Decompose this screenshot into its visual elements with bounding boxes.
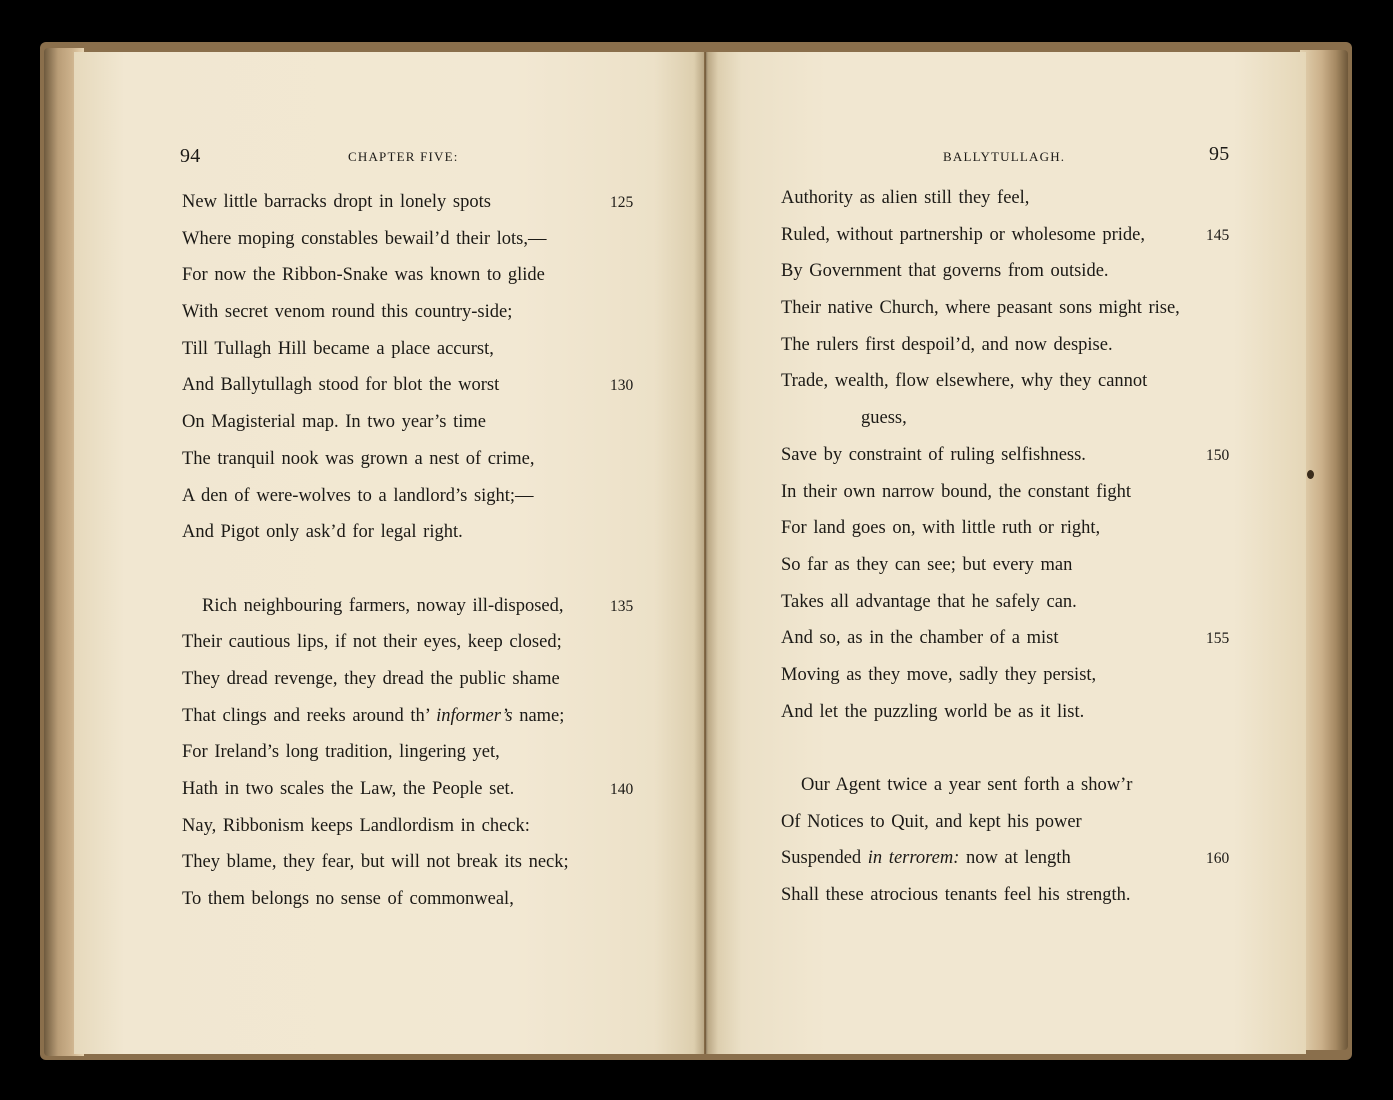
verse-line <box>781 400 1180 437</box>
verse-line <box>781 510 1180 547</box>
left-page <box>74 52 704 1054</box>
running-head-right: BALLYTULLAGH. <box>943 149 1066 164</box>
verse-line <box>182 661 569 698</box>
verse-line <box>182 331 569 368</box>
verse-line <box>781 217 1230 254</box>
verse-line-text: Moving as they move, sadly they persist, <box>781 664 1097 685</box>
line-number: 135 <box>610 597 634 615</box>
verse-line <box>781 694 1180 731</box>
verse-line <box>781 437 1230 474</box>
book-gutter <box>694 52 718 1054</box>
verse-line-text: To them belongs no sense of commonweal, <box>182 889 514 910</box>
line-number: 125 <box>610 194 634 211</box>
verse-line-text: The tranquil nook was grown a nest of crime, <box>182 448 535 469</box>
verse-line-text: And let the puzzling world be as it list. <box>781 701 1085 722</box>
verse-line <box>781 767 1180 804</box>
running-head-left: CHAPTER FIVE: <box>348 149 459 164</box>
verse-line-text: A den of were-wolves to a landlord’s sight;— <box>182 485 534 506</box>
verse-line <box>781 584 1180 621</box>
verse-line-text: By Government that governs from outside. <box>781 261 1109 282</box>
verse-line-text: Their native Church, where peasant sons might rise, <box>781 298 1180 319</box>
verse-line-text: They dread revenge, they dread the public shame <box>182 668 560 689</box>
verse-line-text: Hath in two scales the Law, the People set. <box>182 779 515 799</box>
line-number: 130 <box>610 377 634 395</box>
line-number: 140 <box>610 781 634 798</box>
verse-line <box>182 881 569 918</box>
verse-line-text: They blame, they fear, but will not break its neck; <box>182 852 569 873</box>
verse-line <box>781 180 1180 217</box>
verse-line <box>781 547 1180 584</box>
verse-line-text: Nay, Ribbonism keeps Landlordism in check: <box>182 815 530 836</box>
verse-line <box>781 877 1180 914</box>
line-number: 145 <box>1206 226 1230 244</box>
verse-line-text: New little barracks dropt in lonely spots <box>182 192 491 212</box>
verse-line-text: Trade, wealth, flow elsewhere, why they cannot <box>781 371 1148 392</box>
verse-line <box>182 734 569 771</box>
verse-line-text: The rulers first despoil’d, and now despise. <box>781 334 1113 355</box>
verse-line-text: For Ireland’s long tradition, lingering yet, <box>182 742 500 763</box>
verse-line-text: Where moping constables bewail’d their lots,— <box>182 228 547 249</box>
verse-line <box>182 808 569 845</box>
verse-line-text: In their own narrow bound, the constant fight <box>781 481 1132 502</box>
line-number: 155 <box>1206 630 1230 648</box>
verse-line <box>182 221 569 258</box>
verse-line-text: On Magisterial map. In two year’s time <box>182 412 486 433</box>
verse-line-text: Authority as alien still they feel, <box>781 188 1030 208</box>
verse-line <box>182 698 569 735</box>
verse-line <box>182 624 569 661</box>
stanza-break <box>182 551 569 588</box>
verse-line-text: That clings and reeks around th’ informer’s name; <box>182 705 565 726</box>
verse-line <box>182 844 569 881</box>
right-page <box>706 52 1306 1054</box>
verse-line <box>182 184 634 221</box>
line-number: 160 <box>1206 850 1230 868</box>
verse-line-text: With secret venom round this country-side; <box>182 302 513 323</box>
verse-line-text: Of Notices to Quit, and kept his power <box>781 811 1082 832</box>
verse-line-text: And so, as in the chamber of a mist <box>781 628 1059 649</box>
verse-line <box>781 840 1230 877</box>
verse-line <box>781 290 1180 327</box>
verse-line <box>182 588 634 625</box>
verse-line-text: Till Tullagh Hill became a place accurst, <box>182 338 494 359</box>
right-page-edges <box>1300 50 1348 1050</box>
verse-line <box>781 620 1230 657</box>
right-verse-lines <box>781 180 1230 914</box>
verse-line-text: And Pigot only ask’d for legal right. <box>182 522 463 543</box>
page-number-left: 94 <box>180 145 201 167</box>
left-verse-lines <box>182 184 634 918</box>
verse-line <box>781 327 1180 364</box>
verse-line-text: Save by constraint of ruling selfishness. <box>781 444 1086 465</box>
verse-line-text: Our Agent twice a year sent forth a show’r <box>801 775 1133 795</box>
verse-line-text: Ruled, without partnership or wholesome pride, <box>781 224 1146 245</box>
verse-line <box>182 294 569 331</box>
verse-line-text: Their cautious lips, if not their eyes, keep closed; <box>182 632 562 653</box>
page-number-right: 95 <box>1209 143 1230 165</box>
verse-line <box>182 257 569 294</box>
verse-line <box>182 404 569 441</box>
verse-line <box>182 478 569 515</box>
verse-line <box>781 474 1180 511</box>
verse-line <box>182 367 634 404</box>
line-number: 150 <box>1206 446 1230 464</box>
verse-line-text: Rich neighbouring farmers, noway ill-disposed, <box>202 595 564 616</box>
ink-spot <box>1307 470 1314 479</box>
verse-line-text: For land goes on, with little ruth or right, <box>781 518 1101 539</box>
verse-line-text: So far as they can see; but every man <box>781 554 1073 575</box>
stanza-break <box>781 730 1180 767</box>
verse-line <box>781 657 1180 694</box>
verse-line-text: Takes all advantage that he safely can. <box>781 591 1077 612</box>
verse-line-text: Shall these atrocious tenants feel his strength. <box>781 885 1131 906</box>
verse-line-text: For now the Ribbon-Snake was known to glide <box>182 265 545 286</box>
verse-line <box>781 363 1180 400</box>
verse-line <box>182 514 569 551</box>
verse-line <box>182 441 569 478</box>
verse-line <box>781 804 1180 841</box>
verse-line <box>182 771 634 808</box>
verse-line-text: Suspended in terrorem: now at length <box>781 848 1071 869</box>
verse-line-text: guess, <box>861 408 907 429</box>
verse-line-text: And Ballytullagh stood for blot the worst <box>182 375 500 396</box>
verse-line <box>781 253 1180 290</box>
